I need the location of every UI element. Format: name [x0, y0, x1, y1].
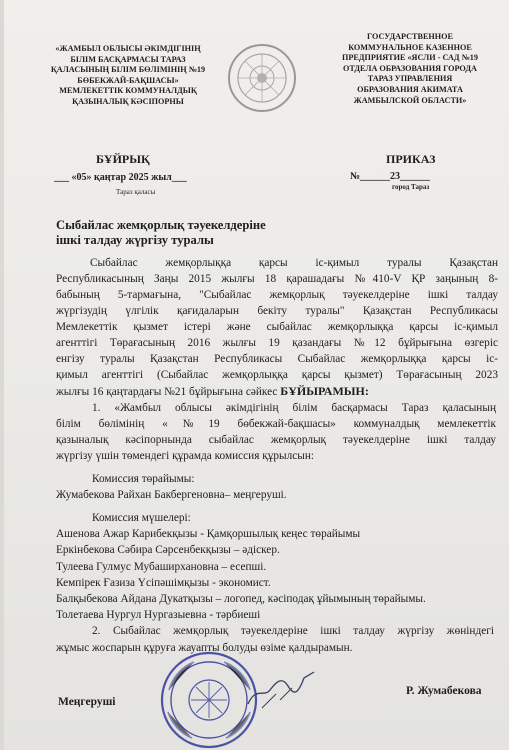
body-line: енгізу туралы Қазақстан Республикасы Сыбайлас жемқорлыққа қарсы іс-: [56, 353, 498, 365]
commission-chair: Жумабекова Райхан Бакбергеновна– меңгеруші.: [56, 489, 287, 501]
header-right-line: ТАРАЗ УПРАВЛЕНИЯ: [367, 74, 453, 84]
body-line: [56, 383, 369, 400]
header-left-line: «ЖАМБЫЛ ОБЛЫСЫ ӘКІМДІГІНІҢ: [55, 44, 201, 53]
body-line: қимыл агенттігі (Сыбайлас жемқорлыққа қарсы қызмет) Төрағасының 2023: [56, 369, 498, 381]
header-right-line: ОБРАЗОВАНИЯ АКИМАТА: [357, 84, 463, 94]
header-right-line: ОТДЕЛА ОБРАЗОВАНИЯ ГОРОДА: [343, 63, 477, 73]
order-city-kz: Тараз қаласы: [116, 188, 156, 196]
body-line: 2. Сыбайлас жемқорлық тәуекелдеріне ішкі талдау жүргізу жөніндегі: [92, 625, 494, 637]
header-left-line: ҚАЛАСЫНЫҢ БІЛІМ БӨЛІМІНІҢ №19: [50, 65, 206, 75]
signature-name: Р. Жумабекова: [406, 685, 482, 697]
body-line: қазыналық кәсіпорнында сыбайлас жемқорлық тәуекелдеріне ішкі талдау: [56, 434, 496, 446]
official-stamp: [154, 650, 264, 750]
body-line: жұмыс жоспарын құруға жауапты болуды өзіме қалдырамын.: [56, 642, 353, 654]
signature-role: Меңгеруші: [58, 696, 116, 708]
commission-member: Еркінбекова Сәбира Сәрсенбекқызы – әдіскер.: [56, 544, 280, 556]
body-line: Мемлекеттік қызмет істері және сыбайлас жемқорлыққа қарсы іс-қимыл: [56, 321, 498, 333]
subject-line: Сыбайлас жемқорлық тәуекелдеріне: [56, 218, 266, 232]
order-subject: [56, 218, 266, 248]
header-right-line: ПРЕДПРИЯТИЕ «ЯСЛИ - САД №19: [342, 53, 478, 63]
order-city-ru: город Тараз: [392, 183, 430, 191]
body-line: агенттігі Төрағасының 2016 жылғы 19 қазандағы №12 бұйрығына өзгеріс: [56, 337, 498, 349]
body-line: 1. «Жамбыл облысы әкімдігінің білім басқармасы Тараз қаласының: [92, 402, 496, 414]
commission-member: Ашенова Ажар Карибекқызы - Қамқоршылық кеңес төрайымы: [56, 528, 361, 540]
body-line: бабының 5-тармағына, "Сыбайлас жемқорлық тәуекелдеріне ішкі талдау: [56, 289, 498, 301]
header-right-line: КОММУНАЛЬНОЕ КАЗЕННОЕ: [348, 42, 472, 52]
commission-members-heading: Комиссия мүшелері:: [92, 512, 191, 524]
order-title-ru: ПРИКАЗ: [386, 152, 436, 166]
commission-member: Тулеева Гулмус Мубаширхановна – есепші.: [56, 561, 267, 573]
document-page: [4, 0, 509, 750]
body-line: Республикасының Заңы 2015 жылғы 18 қарашадағы №410-V ҚР заңының 8-: [56, 273, 498, 285]
body-line: жүргізу үшін төмендегі құрамда комиссия құрылсын:: [56, 450, 315, 462]
commission-member: Толетаева Нургул Нургазыевна - тәрбиеші: [56, 609, 261, 621]
order-date: ___ «05» қаңтар 2025 жыл___: [54, 172, 187, 183]
order-number: №______23______: [350, 171, 431, 182]
header-right-line: ЖАМБЫЛСКОЙ ОБЛАСТИ»: [353, 95, 467, 105]
header-left-line: ҚАЗЫНАЛЫҚ КӘСІПОРНЫ: [72, 96, 184, 106]
order-title-kz: БҰЙРЫҚ: [96, 152, 150, 166]
header-right-line: ГОСУДАРСТВЕННОЕ: [367, 32, 453, 41]
header-right-block: [320, 32, 500, 106]
body-line: Сыбайлас жемқорлыққа қарсы іс-қимыл туралы Қазақстан: [90, 257, 498, 269]
state-emblem-icon: [226, 42, 298, 114]
body-line-text: жылғы 16 қаңтардағы №21 бұйрығына сәйкес: [56, 386, 278, 398]
header-left-line: МЕМЛЕКЕТТІК КОММУНАЛДЫҚ: [59, 86, 197, 96]
header-left-block: [40, 44, 216, 108]
header-left-line: БІЛІМ БАСҚАРМАСЫ ТАРАЗ: [70, 54, 186, 64]
body-line: жүргізудің үлгілік қағидаларын бекіту туралы" Қазақстан Республикасы: [56, 305, 498, 317]
order-decree-word: БҰЙЫРАМЫН:: [280, 384, 369, 398]
header-left-line: БӨБЕКЖАЙ-БАҚШАСЫ»: [77, 75, 179, 85]
body-line: білім бөлімінің «№19 бөбекжай-бақшасы» коммуналдық мемлекеттік: [56, 418, 496, 430]
commission-member: Балқыбекова Айдана Дукатқызы – логопед, кәсіподақ ұйымының төрайымы.: [56, 593, 426, 605]
commission-member: Кемпірек Ғазиза Үсіпәшімқызы - экономист.: [56, 577, 271, 589]
commission-chair-heading: Комиссия төрайымы:: [92, 473, 195, 485]
subject-line: ішкі талдау жүргізу туралы: [56, 233, 214, 247]
